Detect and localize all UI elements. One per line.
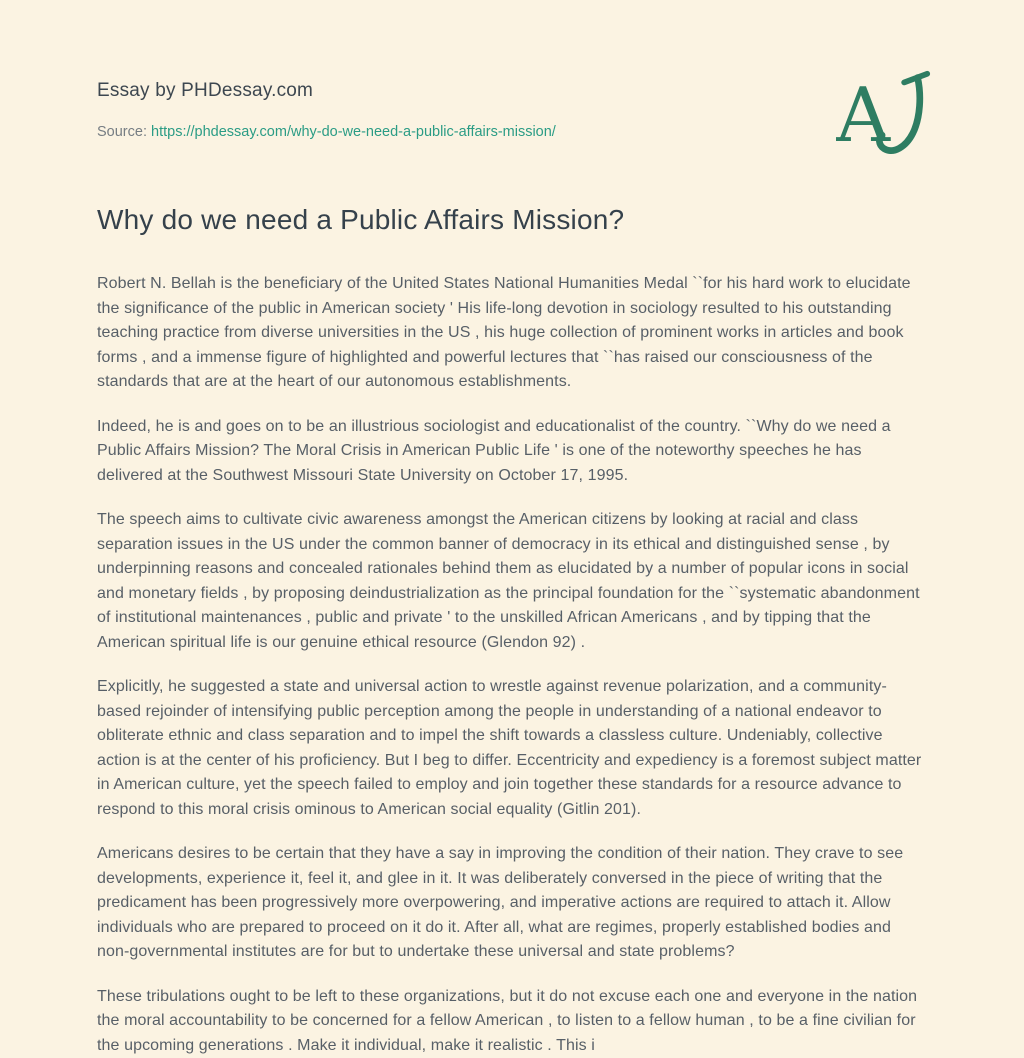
phdessay-logo-icon	[836, 68, 932, 164]
essay-paragraph: Indeed, he is and goes on to be an illustrious sociologist and educationalist of the country. ``Why do we need a Public Affairs Mission? The Moral Crisis in American Public Life ' is one of the noteworthy speeches he has delivered at the Southwest Missouri State University on October 17, 1995.	[97, 415, 927, 489]
page-title: Why do we need a Public Affairs Mission?	[97, 204, 927, 236]
source-line	[97, 124, 927, 140]
essay-byline: Essay by PHDessay.com	[97, 80, 927, 102]
source-link[interactable]: https://phdessay.com/why-do-we-need-a-public-affairs-mission/	[151, 124, 556, 140]
essay-paragraph: These tribulations ought to be left to these organizations, but it do not excuse each one and everyone in the nation the moral accountability to be concerned for a fellow American , to listen to a fellow human , to be a fine civilian for the upcoming generations . Make it individual, make it realistic . This i	[97, 985, 927, 1058]
essay-paragraph: Americans desires to be certain that they have a say in improving the condition of their nation. They crave to see developments, experience it, feel it, and glee in it. It was deliberately conversed in the piece of writing that the predicament has been progressively more overpowering, and imperative actions are required to attach it. Allow individuals who are prepared to proceed on it do it. After all, what are regimes, properly established bodies and non-governmental institutes are for but to undertake these universal and state problems?	[97, 842, 927, 965]
svg-text:A: A	[836, 72, 891, 159]
essay-paragraph: Robert N. Bellah is the beneficiary of the United States National Humanities Medal ``for his hard work to elucidate the significance of the public in American society ' His life-long devotion in sociology resulted to his outstanding teaching practice from diverse universities in the US , his huge collection of prominent works in articles and book forms , and a immense figure of highlighted and powerful lectures that ``has raised our consciousness of the standards that are at the heart of our autonomous establishments.	[97, 272, 927, 395]
essay-paragraph: The speech aims to cultivate civic awareness amongst the American citizens by looking at racial and class separation issues in the US under the common banner of democracy in its ethical and distinguished sense , by underpinning reasons and concealed rationales behind them as elucidated by a number of popular icons in social and monetary fields , by proposing deindustrialization as the principal foundation for the ``systematic abandonment of institutional maintenances , public and private ' to the unskilled African Americans , and by tipping that the American spiritual life is our genuine ethical resource (Glendon 92) .	[97, 508, 927, 655]
essay-body	[97, 272, 927, 1058]
essay-paragraph: Explicitly, he suggested a state and universal action to wrestle against revenue polarization, and a community-based rejoinder of intensifying public perception among the people in understanding of a national endeavor to obliterate ethnic and class separation and to impel the shift towards a classless culture. Undeniably, collective action is at the center of his proficiency. But I beg to differ. Eccentricity and expediency is a foremost subject matter in American culture, yet the speech failed to employ and join together these standards for a resource advance to respond to this moral crisis ominous to American social equality (Gitlin 201).	[97, 675, 927, 822]
source-label: Source:	[97, 124, 147, 140]
